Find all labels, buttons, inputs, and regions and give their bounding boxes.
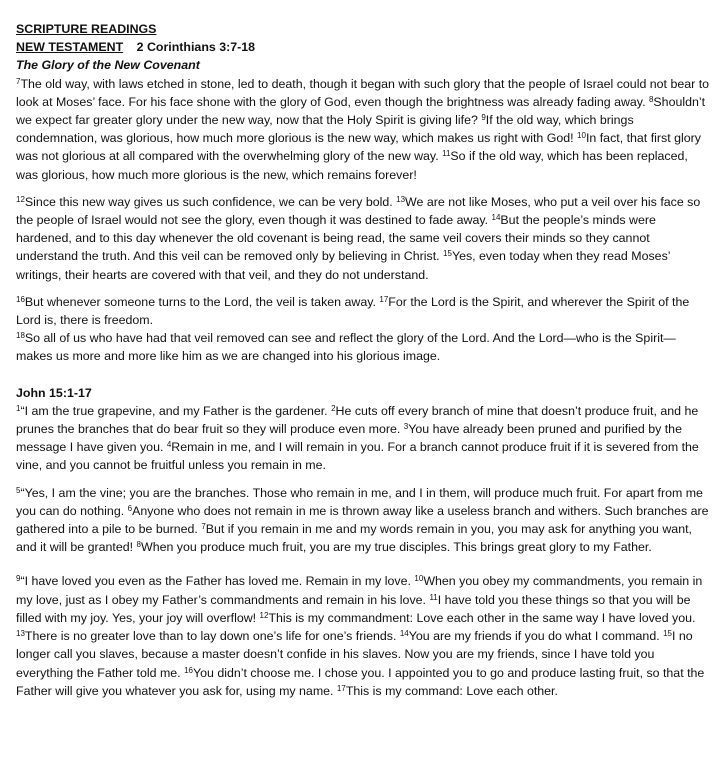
paragraph bbox=[16, 193, 712, 284]
verse-number: 13 bbox=[16, 629, 25, 639]
verse-number: 15 bbox=[663, 629, 673, 639]
verse-number: 3 bbox=[403, 422, 409, 432]
verse-number: 17 bbox=[379, 294, 389, 304]
verse-text: Remain in me, and I will remain in you. For a branch cannot produce fruit if it is severed from the vine, and you cannot be fruitful unless you remain in me. bbox=[16, 440, 699, 473]
verse-text: He cuts off every branch of mine that doesn’t produce fruit, and he prunes the branches that do bear fruit so they will produce even more. bbox=[16, 403, 699, 437]
verse-text: Anyone who does not remain in me is thrown away like a useless branch and withers. Such branches are gathered into a pile to be burned. bbox=[16, 503, 709, 537]
verse-text: So if the old way, which has been replaced, was glorious, how much more glorious is the new, which remains forever! bbox=[16, 149, 688, 182]
verse-number: 8 bbox=[648, 94, 654, 104]
verse bbox=[16, 404, 331, 418]
verse-text: I have told you these things so that you will be filled with my joy. Yes, your joy will overflow! bbox=[16, 592, 691, 625]
verse-text: We are not like Moses, who put a veil over his face so the people of Israel would not see the glory, even though it was destined to fade away. bbox=[16, 194, 701, 228]
verse-number: 16 bbox=[184, 665, 193, 675]
verse-text: I no longer call you slaves, because a master doesn’t confide in his slaves. Now you are my friends, since I have told you everything the Father told me. bbox=[16, 629, 693, 680]
paragraph bbox=[16, 293, 712, 329]
verse-text: Since this new way gives us such confidence, we can be very bold. bbox=[24, 194, 397, 209]
verse-number: 15 bbox=[443, 249, 452, 259]
verse-number: 12 bbox=[259, 610, 269, 620]
verse-text: You are my friends if you do what I command. bbox=[408, 629, 664, 644]
verse bbox=[16, 574, 414, 588]
verse-number: 9 bbox=[481, 113, 486, 123]
paragraph bbox=[16, 75, 712, 184]
scripture-reference: 2 Corinthians 3:7-18 bbox=[136, 40, 256, 55]
scripture-reference-john: John 15:1-17 bbox=[16, 385, 92, 400]
verse-text: In fact, that first glory was not glorious at all compared with the overwhelming glory of the new way. bbox=[16, 131, 701, 164]
verse bbox=[400, 629, 663, 643]
verse-number: 13 bbox=[396, 194, 406, 204]
verse-text: But the people’s minds were hardened, and to this day whenever the old covenant is being read, the same veil covers their minds so they cannot understand the truth. And this veil can be removed only by believing in Christ. bbox=[16, 213, 656, 264]
verse-number: 12 bbox=[16, 194, 25, 204]
verse-number: 14 bbox=[399, 629, 409, 639]
verse-number: 2 bbox=[331, 403, 336, 413]
verse bbox=[16, 295, 379, 309]
verse-text: This is my commandment: Love each other in the same way I have loved you. bbox=[268, 610, 696, 625]
verse-number: 11 bbox=[429, 592, 438, 602]
document-heading: SCRIPTURE READINGS bbox=[16, 22, 157, 36]
verse-text: So all of us who have had that veil removed can see and reflect the glory of the Lord. And the Lord—who is the Spirit—makes us more and more like him as we are changed into his glorious image. bbox=[16, 331, 676, 364]
paragraph bbox=[16, 329, 712, 365]
verse-text: The old way, with laws etched in stone, led to death, though it began with such glory that the people of Israel could not bear to look at Moses’ face. For his face shone with the glory of God, even though the brightness was already fading away. bbox=[16, 76, 710, 109]
verse bbox=[16, 195, 396, 209]
verse-text: But if you remain in me and my words remain in you, you may ask for anything you want, and it will be granted! bbox=[16, 522, 692, 555]
verse-text: “Yes, I am the vine; you are the branches. Those who remain in me, and I in them, will produce much fruit. For apart from me you can do nothing. bbox=[16, 485, 703, 518]
verse-text: You have already been pruned and purified by the message I have given you. bbox=[16, 422, 682, 455]
verse bbox=[16, 77, 709, 109]
verse-number: 5 bbox=[16, 485, 21, 495]
verse-number: 4 bbox=[166, 440, 172, 450]
verse-number: 7 bbox=[201, 522, 206, 532]
verse-number: 6 bbox=[127, 503, 133, 513]
verse-number: 16 bbox=[16, 294, 25, 304]
verse-number: 11 bbox=[442, 149, 451, 159]
verse-number: 14 bbox=[491, 213, 501, 223]
verse-text: But whenever someone turns to the Lord, the veil is taken away. bbox=[24, 294, 380, 309]
verse-text: Yes, even today when they read Moses’ writings, their hearts are covered with that veil, and they do not understand. bbox=[16, 249, 671, 282]
verse-number: 18 bbox=[16, 331, 25, 341]
verse-text: For the Lord is the Spirit, and wherever the Spirit of the Lord is, there is freedom. bbox=[16, 294, 690, 328]
section-heading bbox=[16, 38, 712, 56]
verse-text: There is no greater love than to lay down one’s life for one’s friends. bbox=[24, 629, 400, 644]
verse-number: 8 bbox=[136, 540, 141, 550]
verse bbox=[16, 331, 676, 363]
paragraph bbox=[16, 572, 712, 699]
verse bbox=[337, 684, 558, 698]
verse-text: This is my command: Love each other. bbox=[345, 683, 558, 698]
verse-text: If the old way, which brings condemnation, was glorious, how much more glorious is the new way, which makes us right with God! bbox=[16, 113, 634, 146]
verse-text: “I have loved you even as the Father has loved me. Remain in my love. bbox=[20, 574, 415, 589]
verse bbox=[16, 629, 400, 643]
verse-number: 10 bbox=[577, 131, 586, 141]
passage-subtitle: The Glory of the New Covenant bbox=[16, 58, 200, 73]
verse-number: 10 bbox=[414, 574, 424, 584]
testament-label: NEW TESTAMENT bbox=[16, 40, 124, 55]
paragraph bbox=[16, 484, 712, 557]
verse-text: Shouldn’t we expect far greater glory under the new way, now that the Holy Spirit is giving life? bbox=[16, 94, 706, 128]
verse bbox=[137, 540, 652, 554]
verse-text: “I am the true grapevine, and my Father is the gardener. bbox=[20, 403, 332, 418]
paragraph bbox=[16, 402, 712, 475]
verse-text: When you produce much fruit, you are my true disciples. This brings great glory to my Father. bbox=[141, 540, 652, 555]
verse-number: 9 bbox=[16, 574, 21, 584]
verse-text: When you obey my commandments, you remain in my love, just as I obey my Father’s commandments and remain in his love. bbox=[16, 574, 703, 607]
verse bbox=[260, 611, 696, 625]
verse-number: 1 bbox=[16, 403, 21, 413]
verse-number: 7 bbox=[16, 76, 21, 86]
verse-text: You didn’t choose me. I chose you. I appointed you to go and produce lasting fruit, so that the Father will give you whatever you ask for, using my name. bbox=[16, 665, 705, 698]
verse-number: 17 bbox=[336, 683, 346, 693]
